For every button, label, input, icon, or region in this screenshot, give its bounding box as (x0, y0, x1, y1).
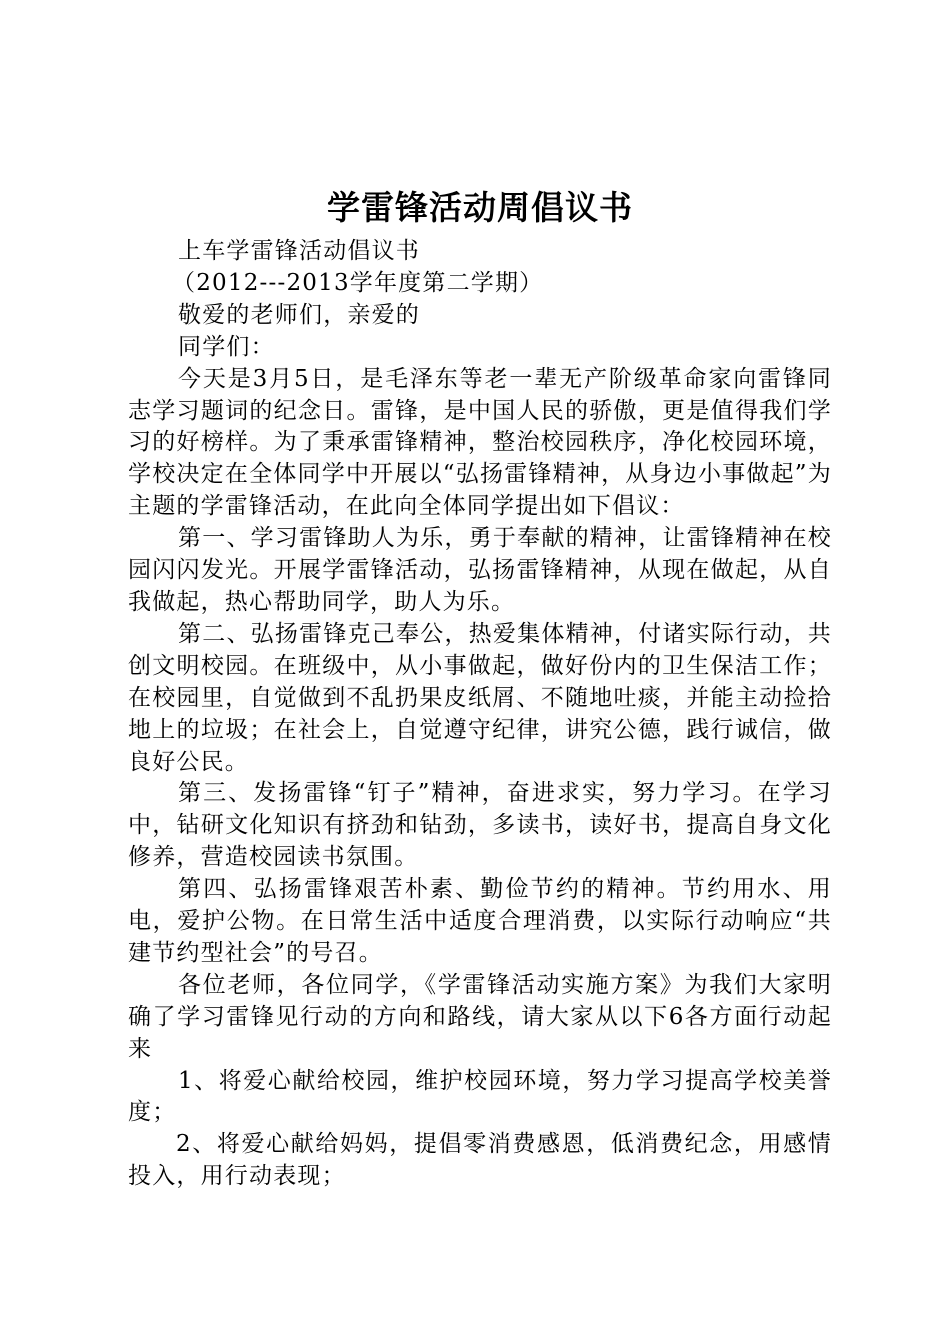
call-to-action-paragraph: 各位老师，各位同学，《学雷锋活动实施方案》为我们大家明确了学习雷锋见行动的方向和路线，请大家从以下6各方面行动起来 (128, 971, 832, 1062)
salutation-line-2: 同学们： (178, 333, 275, 360)
document-body (128, 236, 832, 1193)
subtitle-line: 上车学雷锋活动倡议书 (178, 238, 420, 264)
document-title: 学雷锋活动周倡议书 (327, 188, 633, 227)
salutation-line: 敬爱的老师们，亲爱的 (178, 301, 420, 328)
proposal-paragraph-3: 第三、发扬雷锋“钉子”精神，奋进求实，努力学习。在学习中，钻研文化知识有挤劲和钻劲，多读书，读好书，提高自身文化修养，营造校园读书氛围。 (128, 780, 832, 871)
proposal-paragraph-1: 第一、学习雷锋助人为乐，勇于奉献的精神，让雷锋精神在校园闪闪发光。开展学雷锋活动，弘扬雷锋精神，从现在做起，从自我做起，热心帮助同学，助人为乐。 (128, 525, 832, 615)
list-item-2: 2、将爱心献给妈妈，提倡零消费感恩，低消费纪念，用感情投入，用行动表现； (128, 1131, 832, 1190)
proposal-paragraph-2: 第二、弘扬雷锋克己奉公，热爱集体精神，付诸实际行动，共创文明校园。在班级中，从小事做起，做好份内的卫生保洁工作；在校园里，自觉做到不乱扔果皮纸屑、不随地吐痰，并能主动捡拾地上的垃圾；在社会上，自觉遵守纪律，讲究公德，践行诚信，做良好公民。 (128, 620, 832, 775)
intro-paragraph: 今天是3月5日，是毛泽东等老一辈无产阶级革命家向雷锋同志学习题词的纪念日。雷锋，是中国人民的骄傲，更是值得我们学习的好榜样。为了秉承雷锋精神，整治校园秩序，净化校园环境，学校决定在全体同学中开展以“弘扬雷锋精神，从身边小事做起”为主题的学雷锋活动，在此向全体同学提出如下倡议： (128, 365, 832, 520)
list-item-1: 1、将爱心献给校园，维护校园环境，努力学习提高学校美誉度； (128, 1067, 832, 1126)
proposal-paragraph-4: 第四、弘扬雷锋艰苦朴素、勤俭节约的精神。节约用水、用电，爱护公物。在日常生活中适度合理消费，以实际行动响应“共建节约型社会”的号召。 (128, 876, 832, 966)
term-line: （2012---2013学年度第二学期） (172, 269, 544, 296)
